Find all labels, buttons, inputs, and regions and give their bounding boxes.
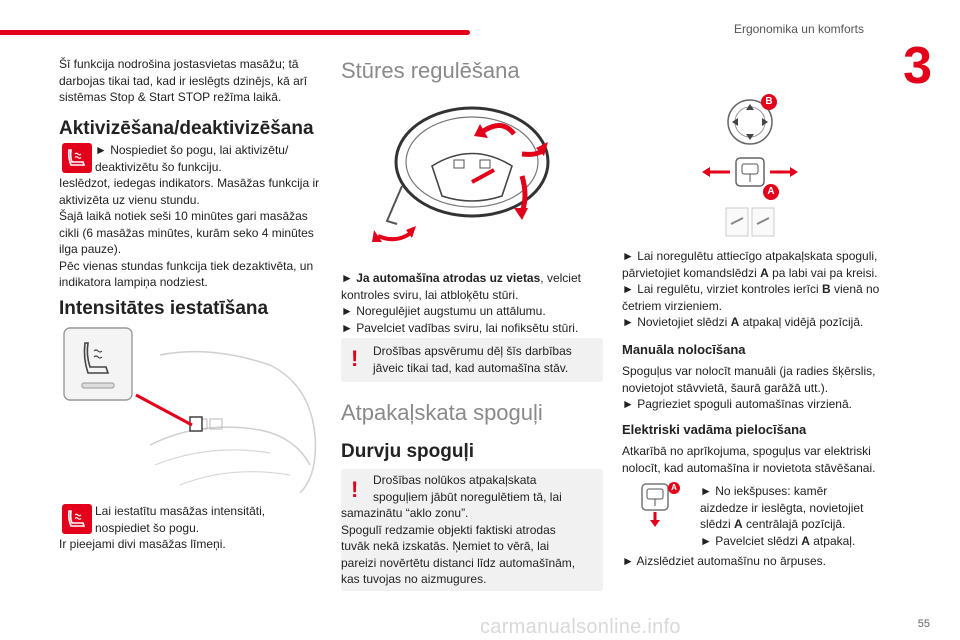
activation-heading: Aktivizēšana/deaktivizēšana: [59, 118, 314, 139]
electric-fold-last: ► Aizslēdziet automašīnu no ārpuses.: [622, 554, 826, 568]
label-a-badge: A: [763, 184, 779, 200]
mirror-control-illustration: [700, 92, 800, 242]
manual-fold-heading: Manuāla nolocīšana: [622, 342, 746, 357]
steering-heading: Stūres regulēšana: [341, 58, 520, 83]
steering-wheel-illustration: [372, 96, 572, 248]
activation-text: ► Nospiediet šo pogu, lai aktivizētu/ deaktivizētu šo funkciju. Ieslēdzot, iedegas indikators. Masāžas funkcija ir aktivizēta uz vienu stundu. Šajā laikā notiek seši 10 minūtes gari masāžas cikli (6 masāžas minūtes, kurām seko 4 minūtes ilga pauze). Pēc vienas stundas funkcija tiek dezaktivēta, un indikatora lampiņa nodziest.: [59, 143, 320, 289]
steering-warning-box: ! Drošības apsvērumu dēļ šīs darbības jāveic tikai tad, kad automašīna stāv.: [341, 338, 603, 382]
page-number: 55: [917, 618, 930, 630]
steering-text: ► Ja automašīna atrodas uz vietas, velciet kontroles sviru, lai atbloķētu stūri. ► Noregulējiet augstumu un attālumu. ► Pavelciet vadības sviru, lai nofiksētu stūri.: [341, 271, 581, 335]
header-accent-bar: [0, 30, 470, 35]
chapter-number: 3: [903, 37, 932, 95]
manual-fold-text: Spoguļus var nolocīt manuāli (ja radies šķērslis, novietojot stāvvietā, šaurā garāžā utt.). ► Pagrieziet spoguli automašīnas virzienā.: [622, 364, 876, 411]
intro-paragraph: Šī funkcija nodrošina jostasvietas masāžu; tā darbojas tikai tad, kad ir ieslēgts dzinējs, kā arī sistēmas Stop & Start STOP režīma laikā.: [59, 57, 308, 104]
intensity-heading: Intensitātes iestatīšana: [59, 298, 269, 319]
electric-fold-heading: Elektriski vadāma pielocīšana: [622, 422, 807, 437]
electric-fold-intro: Atkarībā no aprīkojuma, spoguļus var elektriski nolocīt, kad automašīna ir novietota stāvēšanai.: [622, 444, 876, 475]
warning-icon-2: !: [351, 477, 359, 502]
watermark: carmanualsonline.info: [480, 616, 681, 638]
header-title: Ergonomika un komforts: [733, 22, 864, 36]
door-mirrors-heading: Durvju spoguļi: [341, 441, 474, 462]
label-b-badge: B: [761, 94, 777, 110]
label-a-small-badge: A: [668, 482, 680, 494]
mirror-warning-box: ! Drošības nolūkos atpakaļskata spoguļiem jābūt noregulētiem tā, lai samazinātu “aklo zonu”. Spogulī redzamie objekti faktiski atrodas tuvāk nekā izskatās. Ņemiet to vērā, lai pareizi novērtētu distanci līdz automašīnām, kas tuvojas no aizmugures.: [341, 469, 603, 591]
warning-icon: !: [351, 346, 359, 371]
mirrors-heading: Atpakaļskata spoguļi: [341, 400, 543, 425]
intensity-text: Lai iestatītu masāžas intensitāti, nospiediet šo pogu. Ir pieejami divi masāžas līmeņi.: [59, 504, 266, 551]
electric-fold-steps: ► No iekšpuses: kamēr aizdedze ir ieslēgta, novietojiet slēdzi A centrālajā pozīcijā. ► Pavelciet slēdzi A atpakaļ.: [700, 484, 864, 548]
seat-massage-illustration: [60, 325, 325, 495]
mirror-adjust-text: ► Lai noregulētu attiecīgo atpakaļskata spoguli, pārvietojiet komandslēdzi A pa labi vai pa kreisi. ► Lai regulētu, virziet kontroles ierīci B vienā no četriem virzieniem. ► Novietojiet slēdzi A atpakaļ vidējā pozīcijā.: [622, 249, 880, 329]
